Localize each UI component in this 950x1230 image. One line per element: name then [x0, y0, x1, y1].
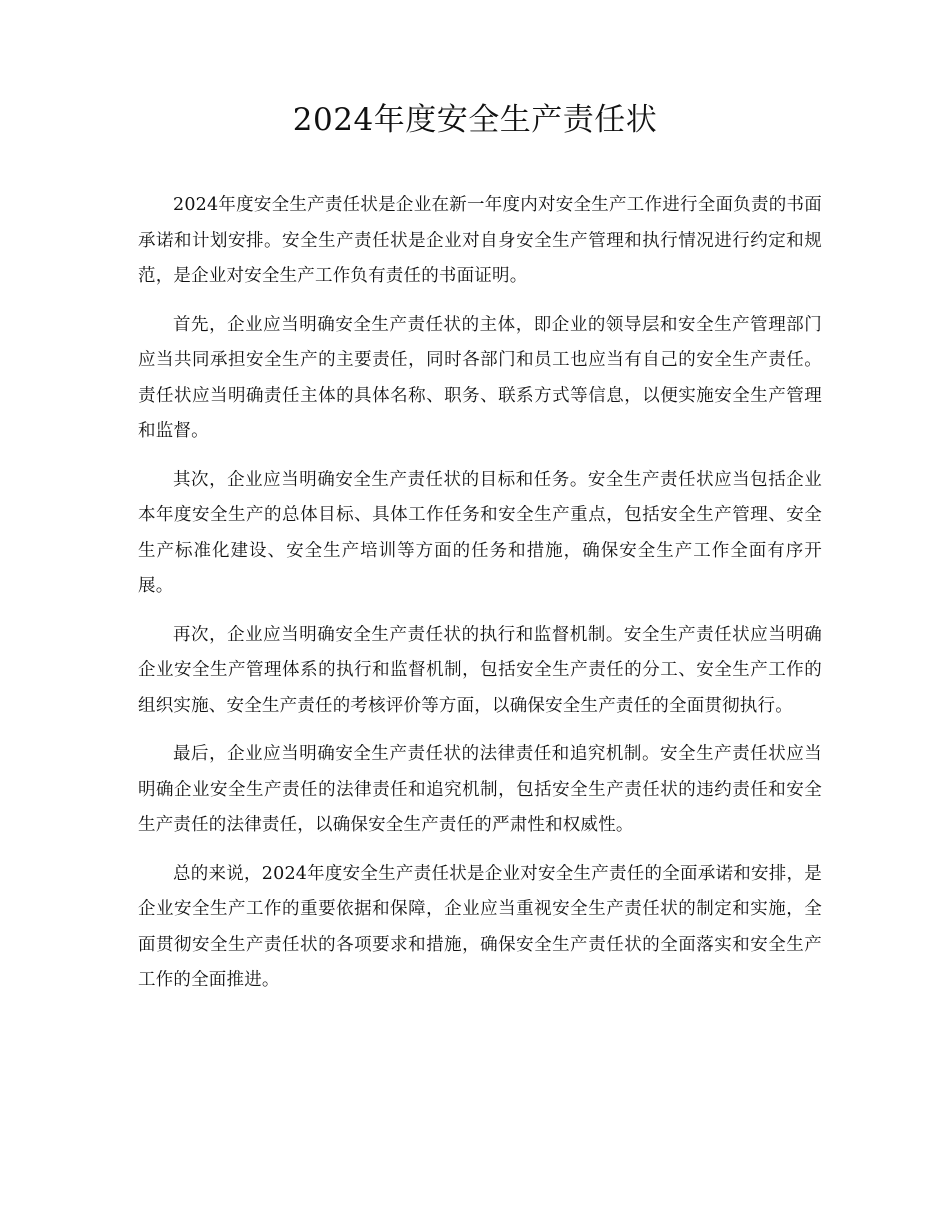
paragraph-first: 首先，企业应当明确安全生产责任状的主体，即企业的领导层和安全生产管理部门应当共同承担安全生产的主要责任，同时各部门和员工也应当有自己的安全生产责任。责任状应当明确责任主体的具体名称、职务、联系方式等信息，以便实施安全生产管理和监督。 — [138, 314, 822, 441]
paragraph-intro: 2024年度安全生产责任状是企业在新一年度内对安全生产工作进行全面负责的书面承诺和计划安排。安全生产责任状是企业对自身安全生产管理和执行情况进行约定和规范，是企业对安全生产工作负有责任的书面证明。 — [138, 195, 822, 286]
paragraph-last: 最后，企业应当明确安全生产责任状的法律责任和追究机制。安全生产责任状应当明确企业安全生产责任的法律责任和追究机制，包括安全生产责任状的违约责任和安全生产责任的法律责任，以确保安全生产责任的严肃性和权威性。 — [138, 744, 822, 835]
paragraph-summary: 总的来说，2024年度安全生产责任状是企业对安全生产责任的全面承诺和安排，是企业安全生产工作的重要依据和保障，企业应当重视安全生产责任状的制定和实施，全面贯彻安全生产责任状的各项要求和措施，确保安全生产责任状的全面落实和安全生产工作的全面推进。 — [138, 863, 822, 990]
document-title: 2024年度安全生产责任状 — [292, 102, 658, 138]
paragraph-third: 再次，企业应当明确安全生产责任状的执行和监督机制。安全生产责任状应当明确企业安全生产管理体系的执行和监督机制，包括安全生产责任的分工、安全生产工作的组织实施、安全生产责任的考核评价等方面，以确保安全生产责任的全面贯彻执行。 — [138, 624, 822, 716]
paragraph-second: 其次，企业应当明确安全生产责任状的目标和任务。安全生产责任状应当包括企业本年度安全生产的总体目标、具体工作任务和安全生产重点，包括安全生产管理、安全生产标准化建设、安全生产培训等方面的任务和措施，确保安全生产工作全面有序开展。 — [138, 469, 822, 596]
document-body — [138, 188, 822, 1012]
